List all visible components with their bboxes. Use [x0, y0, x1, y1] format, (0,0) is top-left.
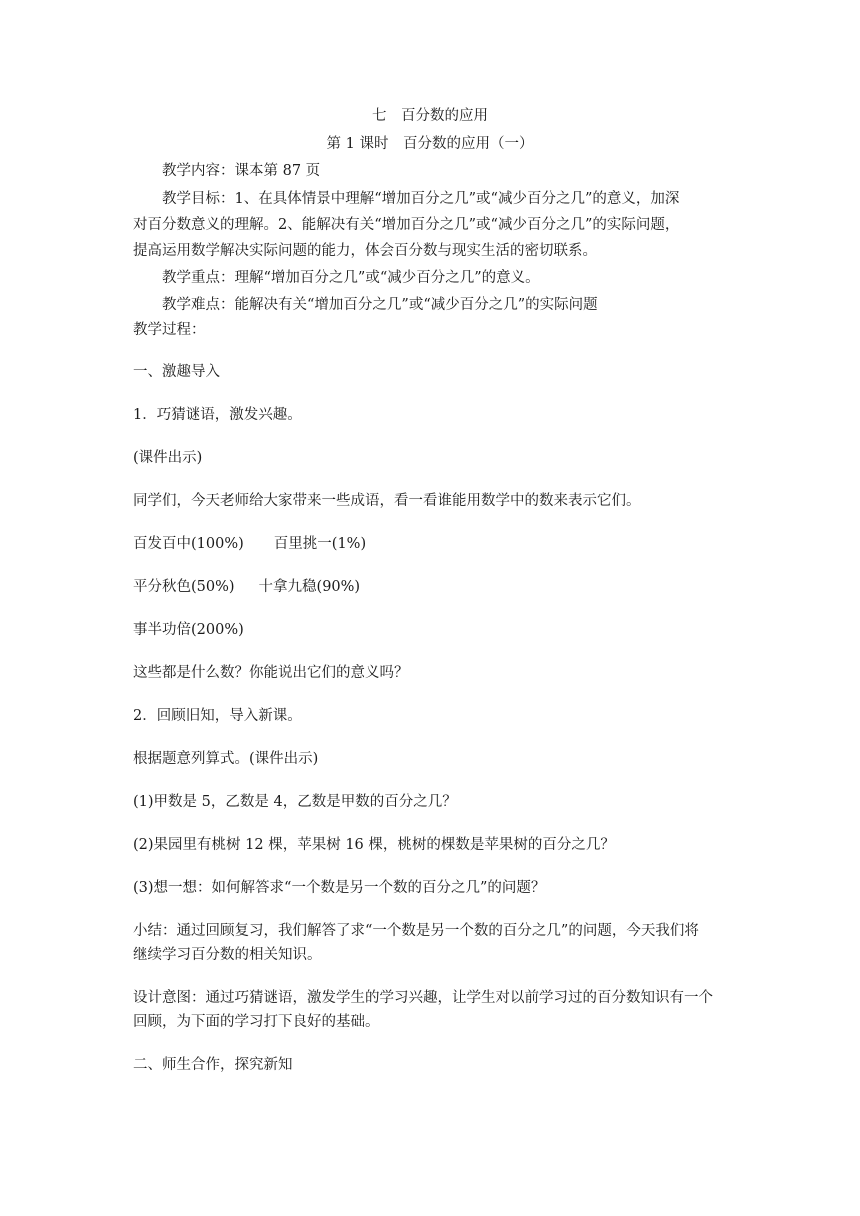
idiom-1: 百里挑一(1%) [273, 536, 367, 552]
section-2-heading: 二、师生合作，探究新知 [133, 1057, 293, 1073]
teaching-goals-line-3: 提高运用数学解决实际问题的能力，体会百分数与现实生活的密切联系。 [133, 243, 597, 259]
lesson-title: 第 1 课时 百分数的应用（一） [326, 136, 534, 152]
teaching-process-label: 教学过程： [133, 322, 206, 338]
idiom-50: 平分秋色(50%) [133, 579, 235, 595]
summary-line-2: 继续学习百分数的相关知识。 [133, 947, 322, 963]
idiom-row-2 [133, 577, 360, 597]
question-2: (2)果园里有桃树 12 棵，苹果树 16 棵，桃树的棵数是苹果树的百分之几？ [133, 837, 615, 853]
idiom-200: 事半功倍(200%) [133, 622, 244, 638]
teaching-difficulty: 教学难点：能解决有关“增加百分之几”或“减少百分之几”的实际问题 [162, 297, 598, 313]
teaching-goals-line-1: 教学目标：1、在具体情景中理解“增加百分之几”或“减少百分之几”的意义，加深 [162, 191, 680, 207]
section-1-heading: 一、激趣导入 [133, 364, 220, 380]
intro-paragraph: 同学们，今天老师给大家带来一些成语，看一看谁能用数学中的数来表示它们。 [133, 493, 641, 509]
chapter-title: 七 百分数的应用 [372, 108, 488, 124]
teaching-key-point: 教学重点：理解“增加百分之几”或“减少百分之几”的意义。 [162, 270, 540, 286]
design-intent-line-2: 回顾，为下面的学习打下良好的基础。 [133, 1014, 380, 1030]
formula-prompt: 根据题意列算式。(课件出示) [133, 751, 319, 767]
courseware-note-1: (课件出示) [133, 450, 203, 466]
step-1: 1．巧猜谜语，激发兴趣。 [133, 407, 302, 423]
question: 这些都是什么数？你能说出它们的意义吗？ [133, 665, 409, 681]
step-2: 2．回顾旧知，导入新课。 [133, 708, 302, 724]
question-1: (1)甲数是 5，乙数是 4，乙数是甲数的百分之几？ [133, 794, 457, 810]
teaching-content: 教学内容：课本第 87 页 [162, 163, 321, 179]
idiom-100: 百发百中(100%) [133, 536, 244, 552]
idiom-90: 十拿九稳(90%) [258, 579, 361, 595]
design-intent-line-1: 设计意图：通过巧猜谜语，激发学生的学习兴趣，让学生对以前学习过的百分数知识有一个 [133, 990, 713, 1006]
summary-line-1: 小结：通过回顾复习，我们解答了求“一个数是另一个数的百分之几”的问题，今天我们将 [133, 923, 699, 939]
teaching-goals-line-2: 对百分数意义的理解。2、能解决有关“增加百分之几”或“减少百分之几”的实际问题， [133, 217, 680, 233]
idiom-row-1 [133, 534, 366, 554]
question-3: (3)想一想：如何解答求“一个数是另一个数的百分之几”的问题？ [133, 880, 546, 896]
